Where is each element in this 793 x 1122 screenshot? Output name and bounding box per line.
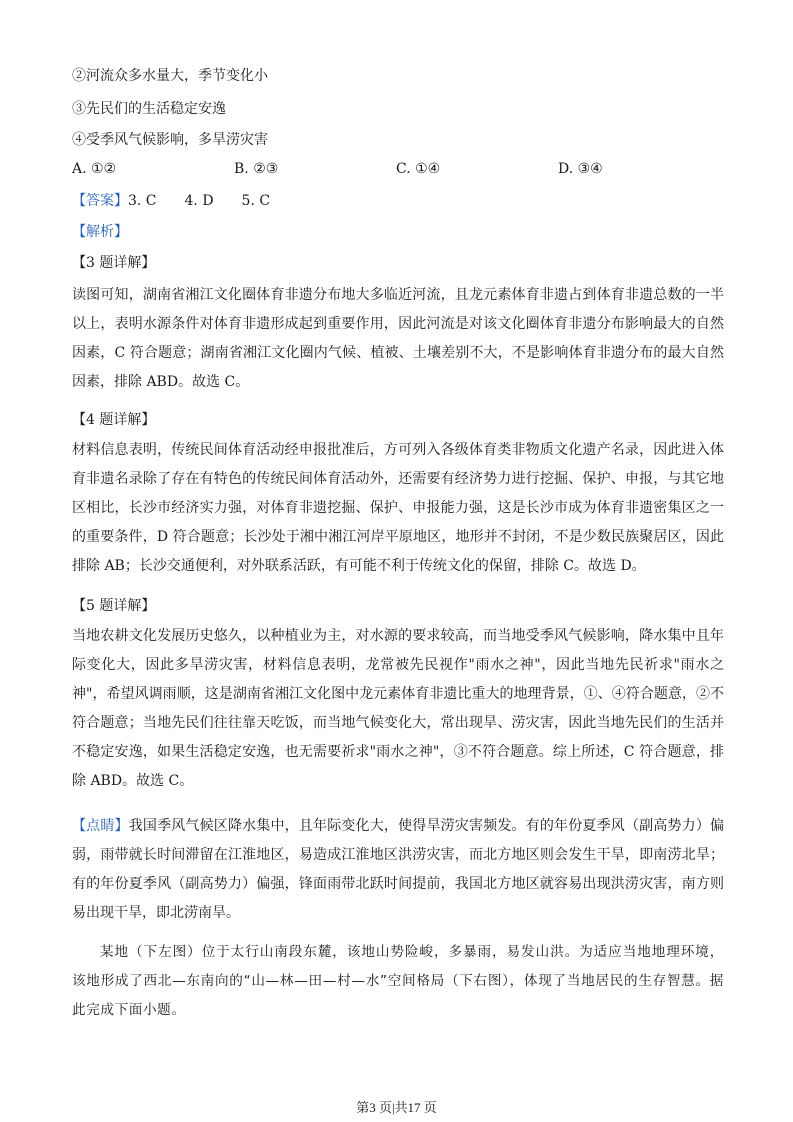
answer-text: 3. C 4. D 5. C [128,193,271,209]
q4-heading: 【4 题详解】 [72,412,156,428]
option-b: B. ②③ [234,161,279,177]
statement-4: ④受季风气候影响，多旱涝灾害 [72,132,268,148]
answer-options [72,161,724,181]
tip-body: 我国季风气候区降水集中，且年际变化大，使得旱涝灾害频发。有的年份夏季风（副高势力）偏弱，雨带就长时间滞留在江淮地区，易造成江淮地区洪涝灾害，而北方地区则会发生干旱，即南涝北旱；有的年份夏季风（副高势力）偏强，锋面雨带北跃时间提前，我国北方地区就容易出现洪涝灾害，南方则易出现干旱，即北涝南旱。 [72,818,725,921]
material-paragraph: 某地（下左图）位于太行山南段东麓，该地山势险峻，多暴雨，易发山洪。为适应当地地理环境，该地形成了西北—东南向的“山—林—田—村—水”空间格局（下右图），体现了当地居民的生存智慧。据此完成下面小题。 [72,944,724,1018]
tip-tag: 【点睛】 [72,818,129,834]
statement-2: ②河流众多水量大，季节变化小 [72,68,268,84]
option-a: A. ①② [72,161,117,177]
analysis-tag: 【解析】 [72,224,128,240]
q3-body: 读图可知，湖南省湘江文化圈体育非遗分布地大多临近河流，且龙元素体育非遗占到体育非遗总数的一半以上，表明水源条件对体育非遗形成起到重要作用，因此河流是对该文化圈体育非遗分布影响最大的自然因素，C 符合题意；湖南省湘江文化圈内气候、植被、土壤差别不大，不是影响体育非遗分布的最大自然因素，排除 ABD。故选 C。 [72,287,724,390]
q5-body: 当地农耕文化发展历史悠久，以种植业为主，对水源的要求较高，而当地受季风气候影响，降水集中且年际变化大，因此多旱涝灾害，材料信息表明，龙常被先民视作"雨水之神"，因此当地先民祈求"雨水之神"，希望风调雨顺，这是湖南省湘江文化图中龙元素体育非遗比重大的地理背景，①、④符合题意，②不符合题意；当地先民们往往靠天吃饭，而当地气候变化大，常出现旱、涝灾害，因此当地先民们的生活并不稳定安逸，如果生活稳定安逸，也无需要祈求"雨水之神"，③不符合题意。综上所述，C 符合题意，排除 ABD。故选 C。 [72,628,724,789]
q4-body: 材料信息表明，传统民间体育活动经申报批准后，方可列入各级体育类非物质文化遗产名录，因此进入体育非遗名录除了存在有特色的传统民间体育活动外，还需要有经济势力进行挖掘、保护、申报，与其它地区相比，长沙市经济实力强，对体育非遗挖掘、保护、申报能力强，这是长沙市成为体育非遗密集区之一的重要条件，D 符合题意；长沙处于湘中湘江河岸平原地区，地形并不封闭，不是少数民族聚居区，因此排除 AB；长沙交通便利，对外联系活跃，有可能不利于传统文化的保留，排除 C。故选 D。 [72,442,724,574]
option-c: C. ①④ [396,161,441,177]
answer-tag: 【答案】 [72,193,128,209]
option-d: D. ③④ [558,161,603,177]
statement-3: ③先民们的生活稳定安逸 [72,101,226,117]
tip-paragraph [72,812,724,928]
q3-heading: 【3 题详解】 [72,255,156,271]
answer-line [72,191,270,211]
page-footer: 第3 页|共17 页 [356,1100,437,1115]
q5-heading: 【5 题详解】 [72,598,156,614]
